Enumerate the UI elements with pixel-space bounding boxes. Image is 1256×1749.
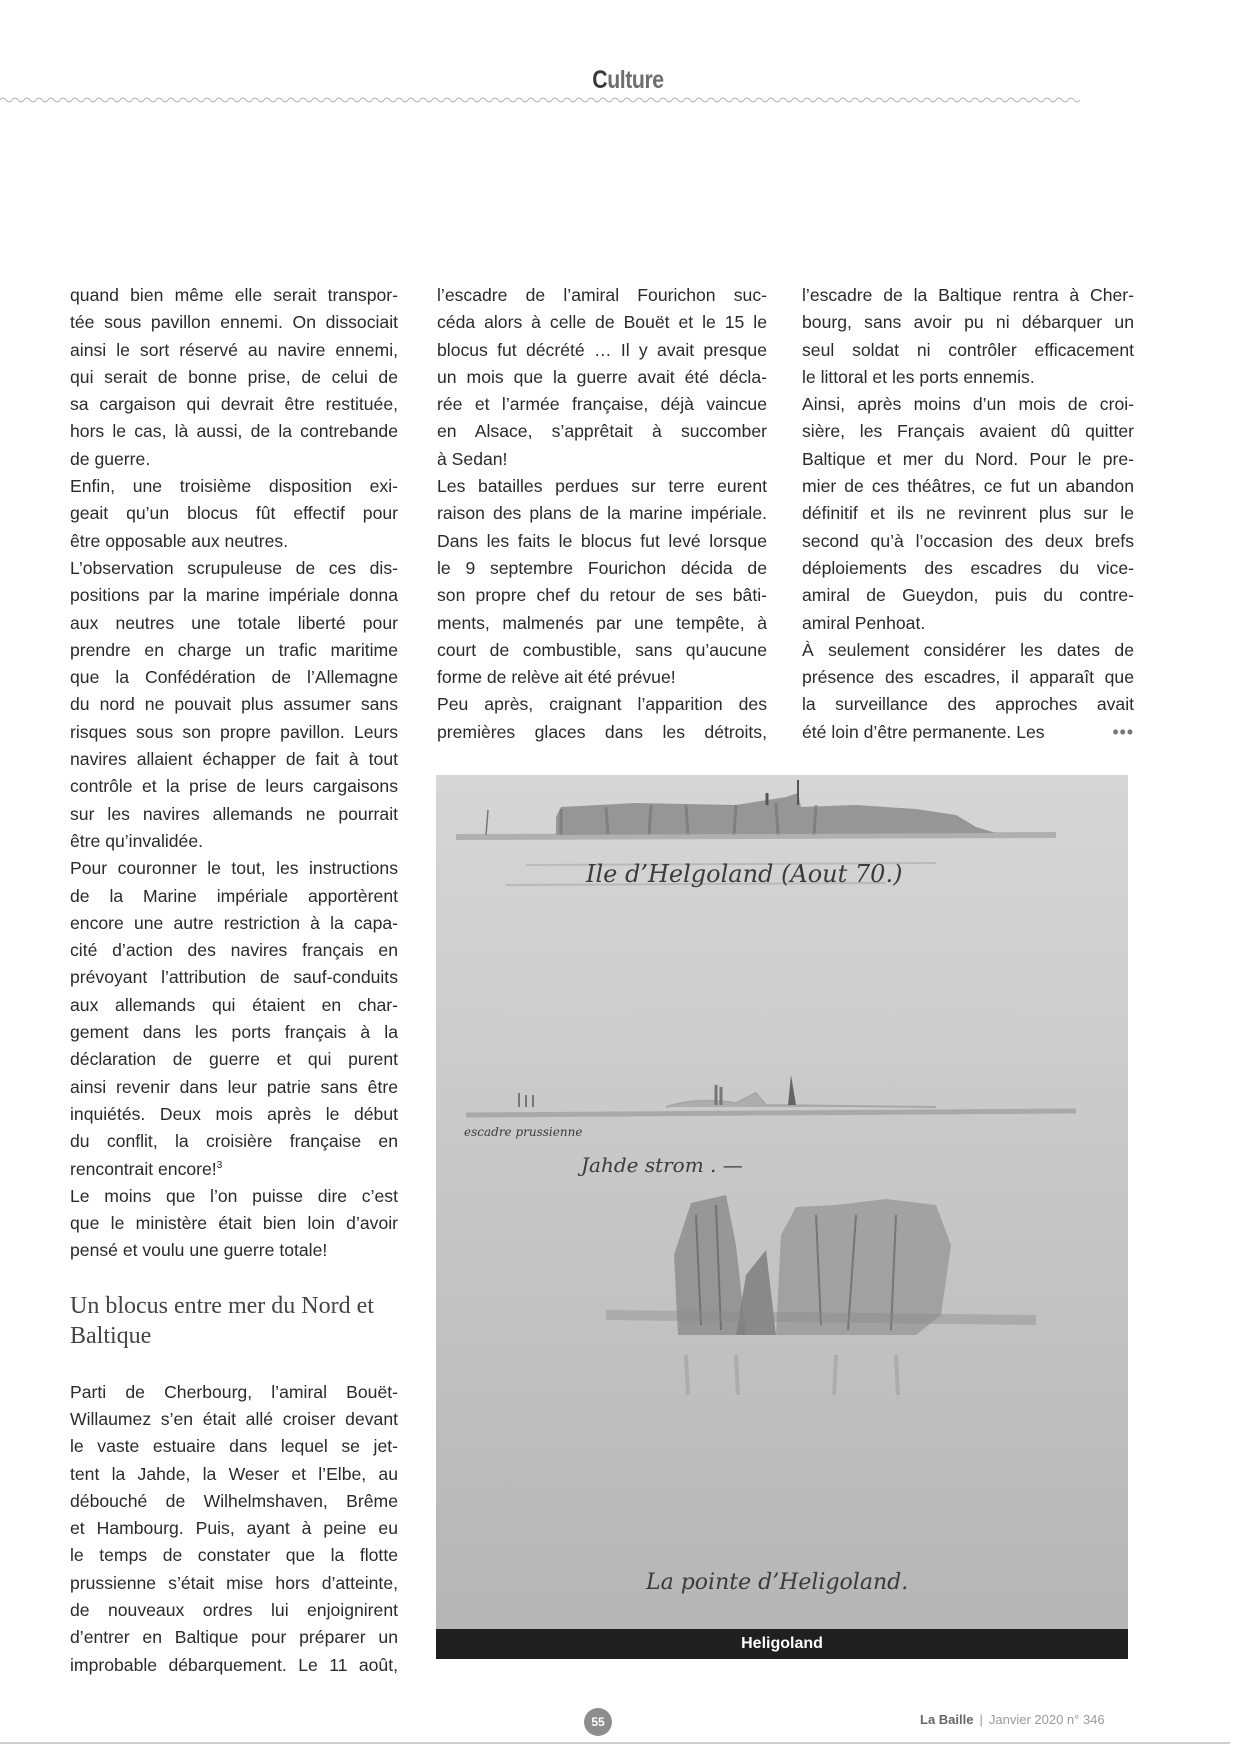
- text-line: Dans les faits le blocus fut levé lorsque: [437, 530, 767, 551]
- text-line: [802, 719, 1134, 746]
- text-line: le littoral et les ports ennemis.: [802, 366, 1035, 387]
- text-line: du conflit, la croisière française en: [70, 1131, 398, 1152]
- text-line: sa cargaison qui devrait être restituée,: [70, 394, 398, 415]
- bottom-rule: [0, 1742, 1230, 1744]
- text-line: pensé et voulu une guerre totale!: [70, 1240, 328, 1261]
- text-line: bourg, sans avoir pu ni débarquer un: [802, 312, 1134, 333]
- sketch-drawing: [436, 775, 1128, 1659]
- text-line: déploiements des escadres du vice-: [802, 557, 1134, 578]
- text-line: l’escadre de la Baltique rentra à Cher-: [802, 285, 1134, 305]
- text-line: [70, 1156, 398, 1183]
- text-line: sière, les Français avaient dû quitter: [802, 421, 1134, 442]
- section-title: [94, 66, 1162, 95]
- text-line: du nord ne pouvait plus assumer sans: [70, 694, 398, 715]
- text-fragment: rencontrait encore!: [70, 1158, 217, 1179]
- text-line: aux neutres une totale liberté pour: [70, 612, 398, 633]
- sketch3-handwritten-label: La pointe d’Heligoland.: [646, 1570, 909, 1595]
- text-line: Pour couronner le tout, les instructions: [70, 858, 398, 879]
- text-line: la surveillance des approches avait: [802, 694, 1134, 715]
- text-line: geait qu’un blocus fût effectif pour: [70, 503, 398, 524]
- text-line: prendre en charge un trafic maritime: [70, 639, 398, 660]
- text-line: blocus fut décrété … Il y avait presque: [437, 339, 767, 360]
- paragraph: [437, 282, 767, 473]
- text-line: présence des escadres, il apparaît que: [802, 667, 1134, 688]
- text-line: céda alors à celle de Bouët et le 15 le: [437, 312, 767, 333]
- text-line: Willaumez s’en était allé croiser devant: [70, 1408, 398, 1429]
- text-fragment: été loin d’être permanente. Les: [802, 721, 1045, 742]
- section-title-rest: ulture: [607, 66, 664, 94]
- text-line: être opposable aux neutres.: [70, 530, 289, 551]
- text-line: de nouveaux ordres lui enjoignirent: [70, 1600, 398, 1621]
- paragraph: [437, 691, 767, 746]
- issue-info: Janvier 2020 n° 346: [988, 1712, 1105, 1727]
- text-line: en Alsace, s’apprêtait à succomber: [437, 421, 767, 442]
- text-line: déclaration de guerre et qui purent: [70, 1049, 398, 1070]
- text-line: hors le cas, là aussi, de la contrebande: [70, 421, 398, 442]
- paragraph: [802, 282, 1134, 391]
- text-line: de la Marine impériale apportèrent: [70, 885, 398, 906]
- text-line: Ainsi, après moins d’un mois de croi-: [802, 394, 1134, 415]
- article-column-2: [437, 282, 767, 746]
- text-line: et Hambourg. Puis, ayant à peine eu: [70, 1518, 398, 1539]
- text-line: son propre chef du retour de ses bâti-: [437, 585, 767, 606]
- text-line: Les batailles perdues sur terre eurent: [437, 476, 767, 497]
- text-line: gement dans les ports français à la: [70, 1022, 398, 1043]
- text-line: quand bien même elle serait transpor-: [70, 285, 398, 305]
- sketch2-handwritten-label: Jahde strom . —: [581, 1153, 743, 1177]
- text-line: improbable débarquement. Le 11 août,: [70, 1654, 398, 1675]
- subheading: Un blocus entre mer du Nord et Baltique: [70, 1292, 374, 1349]
- paragraph: [70, 1183, 398, 1265]
- text-line: encore une autre restriction à la capa-: [70, 912, 398, 933]
- text-line: Baltique et mer du Nord. Pour le pre-: [802, 448, 1134, 469]
- text-line: mier de ces théâtres, ce fut un abandon: [802, 476, 1134, 497]
- text-line: raison des plans de la marine impériale.: [437, 503, 767, 524]
- text-line: court de combustible, sans qu’aucune: [437, 639, 767, 660]
- text-line: rée et l’armée française, déjà vaincue: [437, 394, 767, 415]
- text-line: Le moins que l’on puisse dire c’est: [70, 1185, 398, 1206]
- text-line: premières glaces dans les détroits,: [437, 721, 767, 742]
- text-line: aux allemands qui étaient en char-: [70, 994, 398, 1015]
- sketch2-handwritten-small-label: escadre prussienne: [464, 1125, 583, 1139]
- text-line: que la Confédération de l’Allemagne: [70, 667, 398, 688]
- heligoland-illustration: [436, 775, 1128, 1659]
- paragraph: [70, 473, 398, 555]
- text-line: amiral de Gueydon, puis du contre-: [802, 585, 1134, 606]
- continue-dots-icon: •••: [1112, 721, 1134, 742]
- text-line: seul soldat ni contrôler efficacement: [802, 339, 1134, 360]
- text-line: à Sedan!: [437, 448, 508, 469]
- paragraph: [70, 855, 398, 1183]
- figure-caption: Heligoland: [436, 1629, 1128, 1659]
- text-line: tent la Jahde, la Weser et l’Elbe, au: [70, 1463, 398, 1484]
- text-line: L’observation scrupuleuse de ces dis-: [70, 557, 398, 578]
- text-line: le 9 septembre Fourichon décida de: [437, 557, 767, 578]
- text-line: cité d’action des navires français en: [70, 940, 398, 961]
- text-line: risques sous son propre pavillon. Leurs: [70, 721, 398, 742]
- text-line: Enfin, une troisième disposition exi-: [70, 476, 398, 497]
- wavy-divider: [0, 96, 1080, 104]
- text-line: À seulement considérer les dates de: [802, 639, 1134, 660]
- text-line: second qu’à l’occasion des deux brefs: [802, 530, 1134, 551]
- paragraph: [437, 473, 767, 691]
- article-column-3: [802, 282, 1134, 746]
- publication-name: La Baille: [920, 1712, 974, 1727]
- paragraph: [70, 555, 398, 855]
- text-line: forme de relève ait été prévue!: [437, 667, 676, 688]
- text-line: sur les navires allemands ne pourrait: [70, 803, 398, 824]
- text-line: qui serait de bonne prise, de celui de: [70, 366, 398, 387]
- publication-footer: [920, 1712, 1105, 1727]
- text-line: débouché de Wilhelmshaven, Brême: [70, 1490, 398, 1511]
- text-line: navires allaient échapper de fait à tout: [70, 749, 398, 770]
- section-title-initial: C: [592, 66, 608, 94]
- article-column-1: [70, 282, 398, 1679]
- text-line: tée sous pavillon ennemi. On dissociait: [70, 312, 398, 333]
- text-line: ainsi revenir dans leur patrie sans être: [70, 1076, 398, 1097]
- text-line: positions par la marine impériale donna: [70, 585, 398, 606]
- text-line: prévoyant l’attribution de sauf-conduits: [70, 967, 398, 988]
- footnote-reference[interactable]: 3: [216, 1159, 223, 1171]
- text-line: d’entrer en Baltique pour préparer un: [70, 1627, 398, 1648]
- text-line: un mois que la guerre avait été décla-: [437, 366, 767, 387]
- text-line: le vaste estuaire dans lequel se jet-: [70, 1436, 398, 1457]
- text-line: l’escadre de l’amiral Fourichon suc-: [437, 285, 767, 305]
- footer-separator: |: [979, 1712, 983, 1727]
- paragraph: [802, 391, 1134, 637]
- text-line: le temps de constater que la flotte: [70, 1545, 398, 1566]
- text-line: ainsi le sort réservé au navire ennemi,: [70, 339, 398, 360]
- text-line: ments, malmenés par une tempête, à: [437, 612, 767, 633]
- text-line: Parti de Cherbourg, l’amiral Bouët-: [70, 1381, 398, 1402]
- paragraph: [70, 282, 398, 473]
- text-line: définitif et ils ne revinrent plus sur le: [802, 503, 1134, 524]
- text-line: être qu’invalidée.: [70, 830, 204, 851]
- page-number-badge: 55: [584, 1708, 612, 1736]
- text-line: que le ministère était bien loin d’avoir: [70, 1213, 398, 1234]
- text-line: prussienne s’était mise hors d’atteinte,: [70, 1572, 398, 1593]
- text-line: contrôle et la prise de leurs cargaisons: [70, 776, 398, 797]
- text-line: amiral Penhoat.: [802, 612, 926, 633]
- paragraph: [802, 637, 1134, 746]
- text-line: inquiétés. Deux mois après le début: [70, 1103, 398, 1124]
- text-line: de guerre.: [70, 448, 151, 469]
- paragraph: [70, 1379, 398, 1679]
- text-line: Peu après, craignant l’apparition des: [437, 694, 767, 715]
- sketch1-handwritten-label: Ile d’Helgoland (Aout 70.): [586, 860, 903, 888]
